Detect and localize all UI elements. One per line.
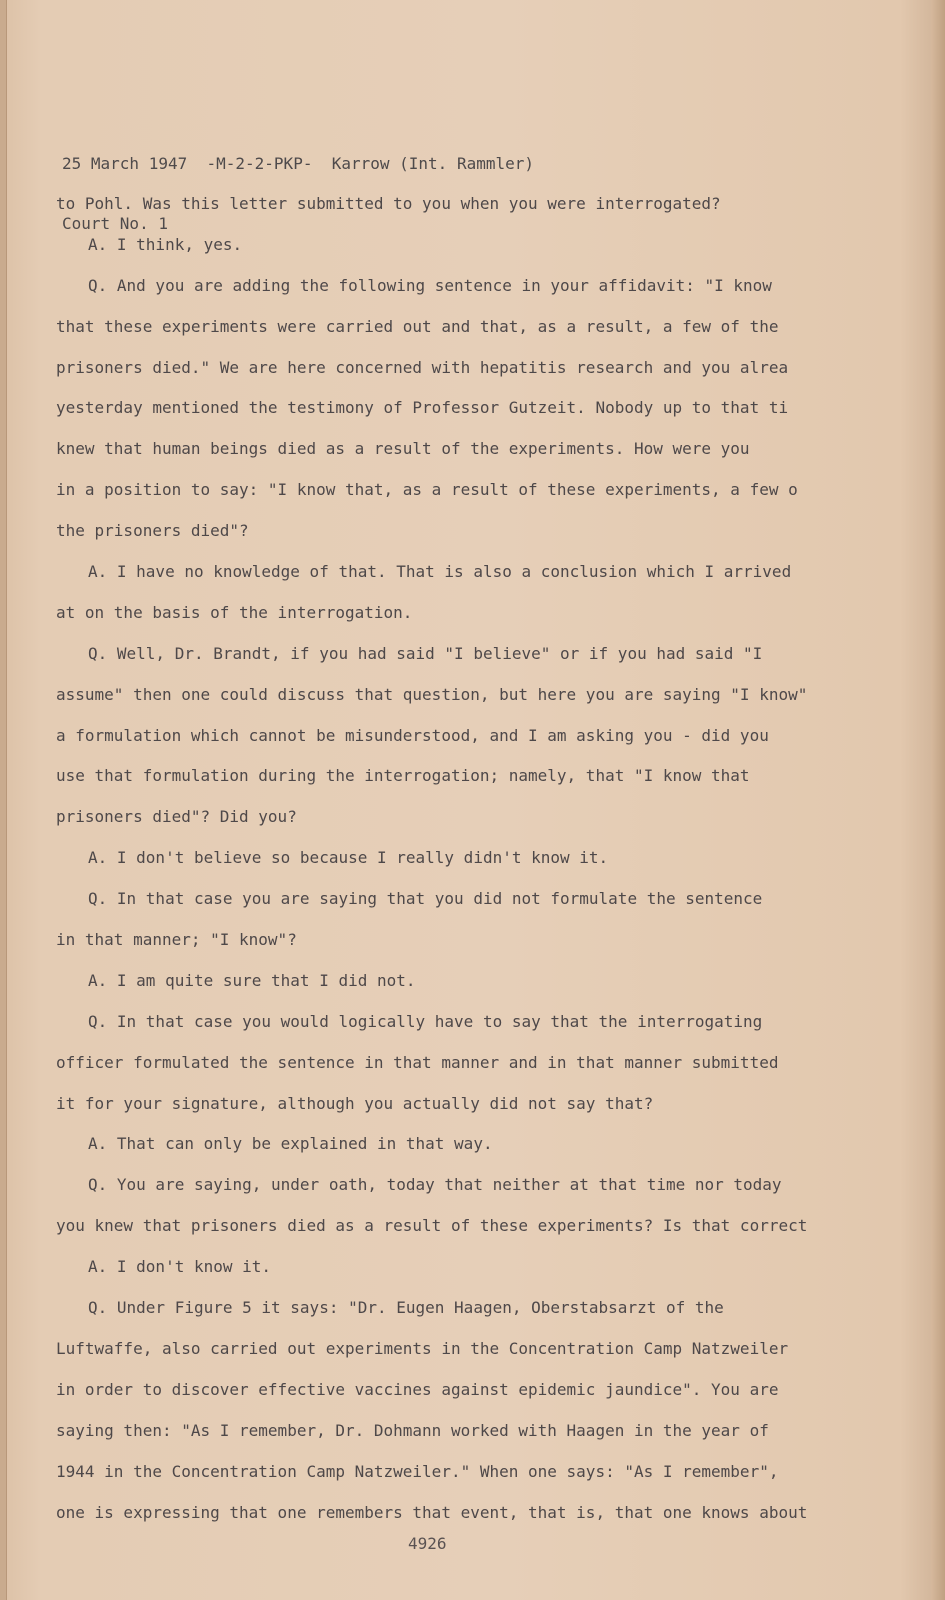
transcript-line: prisoners died"? Did you? — [56, 807, 297, 827]
transcript-line: Q. Under Figure 5 it says: "Dr. Eugen Haagen, Oberstabsarzt of the — [88, 1298, 724, 1318]
transcript-line: the prisoners died"? — [56, 521, 249, 541]
transcript-line: A. I don't believe so because I really didn't know it. — [88, 848, 609, 868]
transcript-line: A. I think, yes. — [88, 234, 243, 254]
transcript-body — [56, 193, 856, 1542]
transcript-line: officer formulated the sentence in that manner and in that manner submitted — [56, 1052, 779, 1072]
transcript-line: a formulation which cannot be misunderstood, and I am asking you - did you — [56, 725, 769, 745]
transcript-line: assume" then one could discuss that question, but here you are saying "I know" — [56, 684, 808, 704]
page-left-edge — [0, 0, 7, 1600]
transcript-line: A. I have no knowledge of that. That is also a conclusion which I arrived — [88, 562, 792, 582]
transcript-line: prisoners died." We are here concerned with hepatitis research and you alrea — [56, 357, 789, 377]
transcript-line: yesterday mentioned the testimony of Professor Gutzeit. Nobody up to that ti — [56, 398, 789, 418]
transcript-line: in that manner; "I know"? — [56, 930, 297, 950]
transcript-line: you knew that prisoners died as a result of these experiments? Is that correct — [56, 1216, 808, 1236]
header-date-line: 25 March 1947 -M-2-2-PKP- Karrow (Int. Rammler) — [62, 154, 535, 173]
transcript-line: knew that human beings died as a result of the experiments. How were you — [56, 439, 750, 459]
transcript-line: Q. And you are adding the following sentence in your affidavit: "I know — [88, 275, 772, 295]
transcript-line: A. I am quite sure that I did not. — [88, 970, 416, 990]
transcript-line: A. I don't know it. — [88, 1257, 272, 1277]
transcript-line: in order to discover effective vaccines against epidemic jaundice". You are — [56, 1379, 779, 1399]
transcript-line: Q. You are saying, under oath, today that neither at that time nor today — [88, 1175, 782, 1195]
transcript-line: at on the basis of the interrogation. — [56, 602, 413, 622]
transcript-line: Luftwaffe, also carried out experiments in the Concentration Camp Natzweiler — [56, 1338, 789, 1358]
transcript-line: it for your signature, although you actually did not say that? — [56, 1093, 654, 1113]
transcript-line: Q. In that case you are saying that you did not formulate the sentence — [88, 889, 763, 909]
transcript-line: to Pohl. Was this letter submitted to you when you were interrogated? — [56, 194, 721, 213]
transcript-line: Q. Well, Dr. Brandt, if you had said "I believe" or if you had said "I — [88, 643, 763, 663]
transcript-line: A. That can only be explained in that way. — [88, 1134, 493, 1154]
transcript-line: one is expressing that one remembers that event, that is, that one knows about — [56, 1502, 808, 1522]
transcript-line: 1944 in the Concentration Camp Natzweiler." When one says: "As I remember", — [56, 1461, 779, 1481]
transcript-line: use that formulation during the interrogation; namely, that "I know that — [56, 766, 750, 786]
transcript-line: saying then: "As I remember, Dr. Dohmann worked with Haagen in the year of — [56, 1420, 769, 1440]
transcript-line: that these experiments were carried out and that, as a result, a few of the — [56, 316, 779, 336]
page-right-edge — [931, 0, 945, 1600]
transcript-line: in a position to say: "I know that, as a result of these experiments, a few o — [56, 480, 798, 500]
header-court-line: Court No. 1 — [62, 214, 168, 233]
page-number: 4926 — [408, 1534, 447, 1553]
transcript-line: Q. In that case you would logically have to say that the interrogating — [88, 1011, 763, 1031]
